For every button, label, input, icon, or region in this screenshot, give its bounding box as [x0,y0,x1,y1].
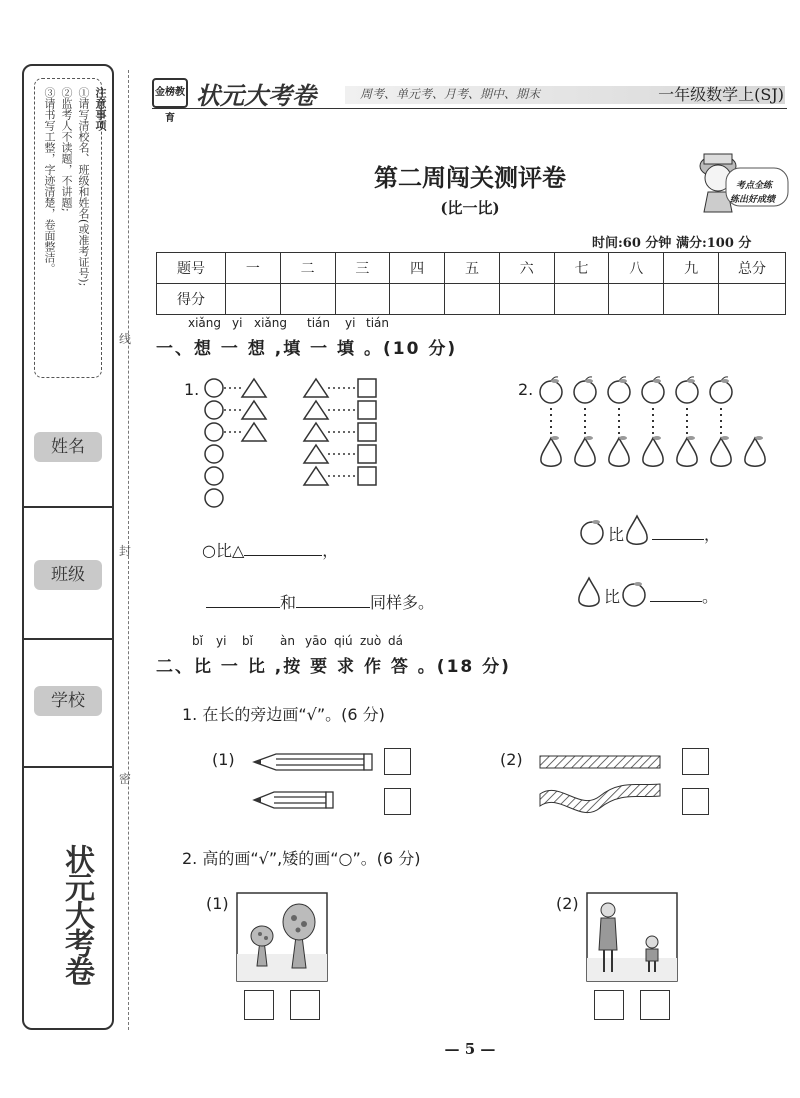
score-row [157,284,786,315]
pencils-figure [252,750,376,814]
apple-icon [578,516,608,546]
circle-triangle-square-figure [200,376,390,510]
section-1-title: 一、想 一 想 ,填 一 填 。(10 分) [156,339,458,359]
score-header-cell: 题号 [157,253,226,284]
name-label: 姓名 [34,432,102,462]
score-header-cell: 四 [390,253,445,284]
pear-icon [576,574,604,610]
pinyin: xiǎng [188,316,222,330]
notice-title: 注意事项 [94,87,107,131]
score-header-cell: 一 [226,253,281,284]
score-header-cell: 六 [499,253,554,284]
part-2-label: (2) [500,750,523,769]
score-header-cell: 九 [664,253,719,284]
answer-box[interactable] [640,990,670,1020]
score-header-cell: 七 [554,253,609,284]
score-cell[interactable] [226,284,281,315]
section-2-title: 二、比 一 比 ,按 要 求 作 答 。(18 分) [156,657,511,677]
notice-text [41,87,109,371]
answer-blank[interactable] [650,587,702,602]
score-header-cell: 八 [609,253,664,284]
part-1-label: (1) [206,894,229,913]
mascot-text-1: 考点全练 [736,181,773,191]
brand-logo-box [152,78,188,124]
score-header-cell: 五 [445,253,500,284]
pinyin: yi [232,316,243,330]
question-1-label: 1. [184,380,200,399]
part-2-label: (2) [556,894,579,913]
fill-in-2 [206,590,434,613]
question-2-label: 2. [518,380,534,399]
answer-box[interactable] [244,990,274,1020]
score-cell[interactable] [445,284,500,315]
answer-box[interactable] [384,788,411,815]
question-2-2: 2. 高的画“√”,矮的画“○”。(6 分) [182,849,421,868]
score-cell[interactable] [664,284,719,315]
answer-blank[interactable] [296,593,370,608]
sidebar-logo: 状元大考卷 [59,844,94,984]
fill-in-1 [202,538,338,561]
score-row-label: 得分 [157,284,226,315]
pinyin: zuò [360,634,382,648]
pinyin: bǐ [192,634,203,648]
pinyin: yāo [305,634,327,648]
sidebar-divider [24,638,112,640]
mascot-text-2: 练出好成绩 [730,195,776,205]
notice-item-2: ②监考人不读题，不讲题; [60,87,73,212]
fill-in-3 [652,522,720,545]
pinyin: yi [345,316,356,330]
notice-box [34,78,107,378]
fill-in-2-and: 和 [280,593,297,612]
score-header-cell: 三 [335,253,390,284]
notice-item-1: ①请写清校名、班级和姓名(或准考证号); [77,87,90,287]
period: 。 [702,587,719,606]
header-subtitle: 周考、单元考、月考、期中、期末 [360,87,541,101]
fill-in-1-text: ○比△ [202,541,245,560]
compare-text: 比 [608,525,625,544]
fill-in-4 [650,584,718,607]
sidebar-divider [24,506,112,508]
apples-pears-figure [538,376,773,470]
score-cell[interactable] [554,284,609,315]
comma: ， [322,541,339,560]
pinyin: qiú [334,634,353,648]
answer-box[interactable] [290,990,320,1020]
grade-label: 一年级数学上(SJ) [658,85,784,104]
score-cell[interactable] [719,284,786,315]
binding-char-seal: 封 [119,544,132,558]
pinyin: tián [366,316,389,330]
answer-blank[interactable] [652,525,704,540]
answer-blank[interactable] [244,541,322,556]
class-label: 班级 [34,560,102,590]
score-table [156,252,786,315]
question-2-1: 1. 在长的旁边画“√”。(6 分) [182,705,385,724]
fill-in-2-same: 同样多。 [370,593,435,612]
part-1-label: (1) [212,750,235,769]
page-subtitle: (比一比) [440,199,500,217]
answer-blank[interactable] [206,593,280,608]
binding-char-secret: 密 [119,772,132,786]
brand-name: 状元大考卷 [196,82,316,110]
answer-box[interactable] [384,748,411,775]
answer-box[interactable] [682,748,709,775]
score-cell[interactable] [390,284,445,315]
page-title: 第二周闯关测评卷 [374,164,566,192]
score-cell[interactable] [609,284,664,315]
compare-text: 比 [604,587,621,606]
trees-picture [236,892,328,982]
pinyin: xiǎng [254,316,288,330]
apple-icon [620,578,650,608]
score-header-row [157,253,786,284]
pear-icon [624,512,652,548]
sidebar-divider [24,766,112,768]
notice-item-3: ③请书写工整，字迹清楚，卷面整洁。 [43,87,56,274]
score-header-cell: 二 [280,253,335,284]
page-number: — 5 — [444,1040,496,1058]
score-cell[interactable] [335,284,390,315]
pinyin: tián [307,316,330,330]
header-rule [152,108,787,109]
pinyin: bǐ [242,634,253,648]
binding-char-line: 线 [119,332,132,346]
ribbons-figure [538,750,664,814]
score-cell[interactable] [499,284,554,315]
answer-box[interactable] [594,990,624,1020]
pinyin: yi [216,634,227,648]
pinyin: dá [388,634,403,648]
comma: ， [704,525,721,544]
answer-box[interactable] [682,788,709,815]
school-label: 学校 [34,686,102,716]
people-picture [586,892,678,982]
time-info: 时间:60 分钟 满分:100 分 [592,236,752,251]
brand-logo-text: 金榜教育 [155,87,185,124]
pinyin: àn [280,634,295,648]
score-cell[interactable] [280,284,335,315]
score-header-cell: 总分 [719,253,786,284]
